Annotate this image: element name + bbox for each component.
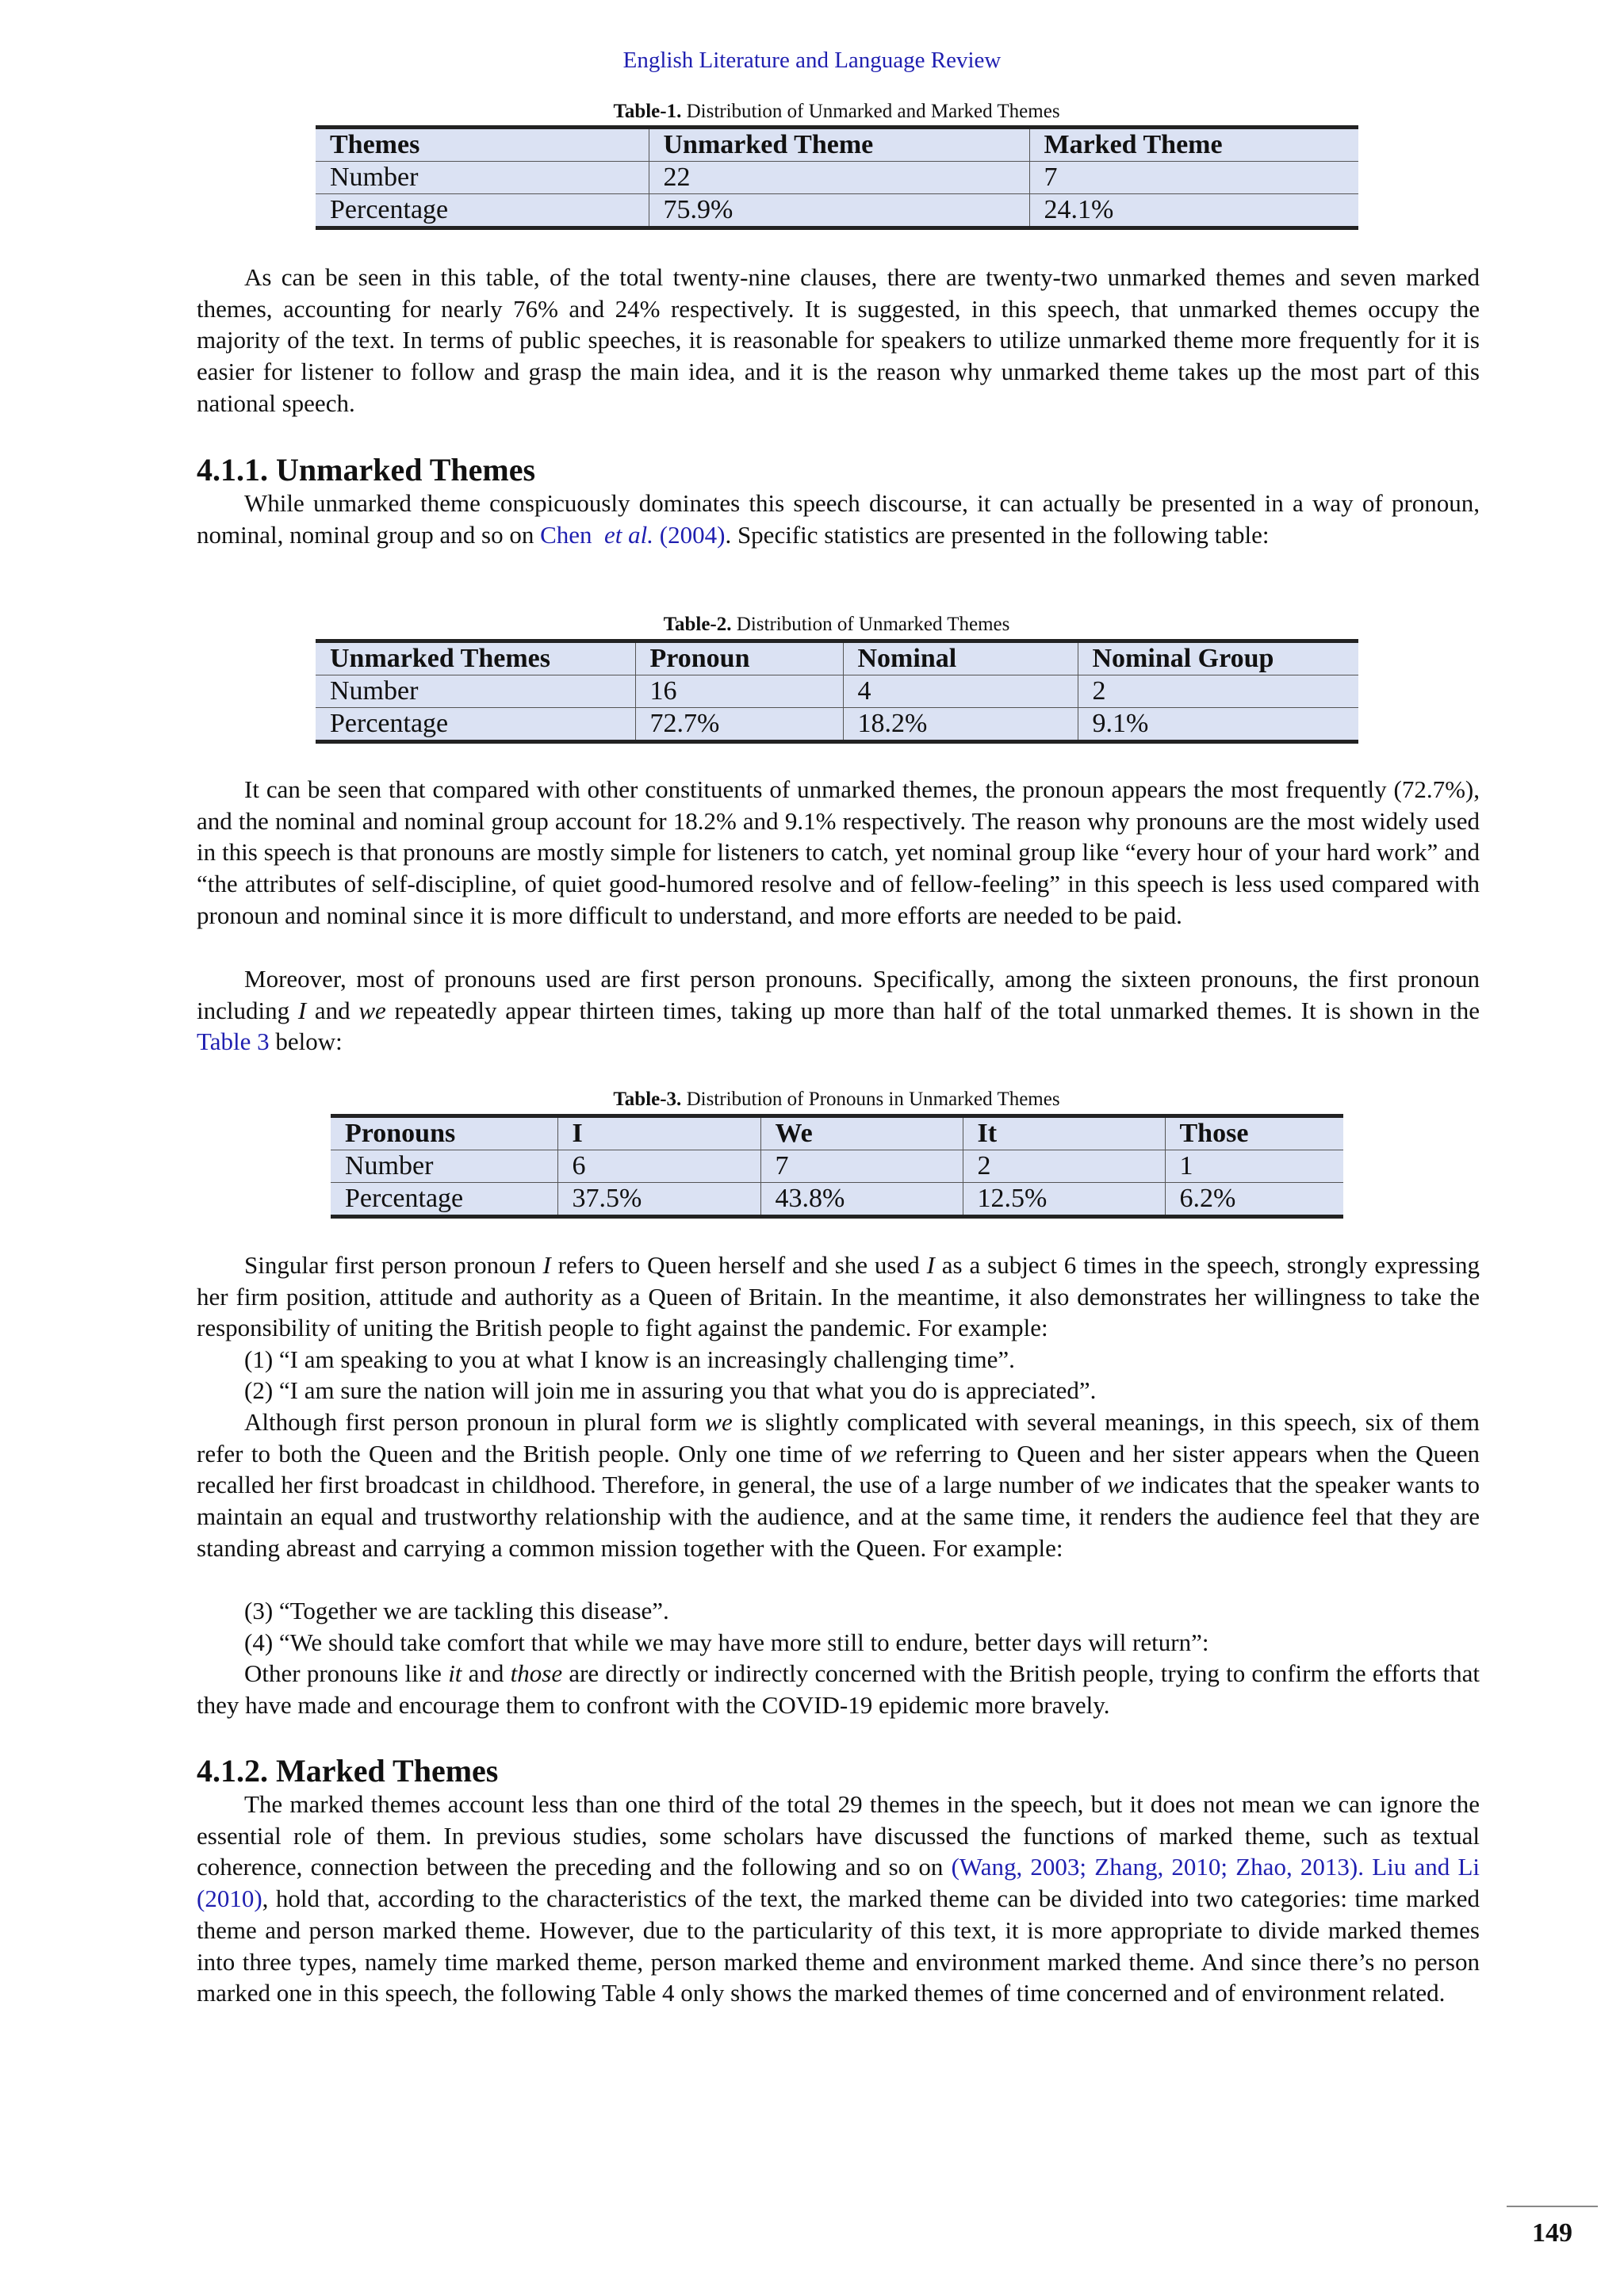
paragraph-text: and	[462, 1659, 511, 1687]
pronoun-we: we	[860, 1439, 887, 1468]
table-cell: Number	[331, 1150, 557, 1183]
table-1-caption	[0, 101, 1624, 123]
table-1	[316, 125, 1358, 230]
pronoun-we: we	[705, 1408, 733, 1436]
table-row	[331, 1183, 1343, 1217]
table-header-cell: Unmarked Themes	[316, 641, 635, 675]
table-3-caption-label: Table-3.	[613, 1089, 682, 1110]
paragraph-text: refers to Queen herself and she used	[550, 1251, 927, 1279]
example-3: (3) “Together we are tackling this disease”.	[244, 1597, 669, 1624]
example-1: (1) “I am speaking to you at what I know is an increasingly challenging time”.	[244, 1345, 1015, 1373]
paragraph-8	[197, 1789, 1480, 2009]
table-2-caption-text: Distribution of Unmarked Themes	[731, 614, 1010, 635]
section-heading-unmarked-themes: 4.1.1. Unmarked Themes	[197, 452, 536, 488]
table-cell: Number	[316, 162, 649, 194]
table-header-cell: Nominal Group	[1078, 641, 1358, 675]
paragraph-text: , hold that, according to the characteristics of the text, the marked theme can be divided into two categories: time marked theme and person marked theme. However, due to the particularity of this text, it is more appropriate to divide marked themes into three types, namely time marked theme, person marked theme and environment marked theme. And since there’s no person marked one in this speech, the following Table 4 only shows the marked themes of time concerned and of environment related.	[197, 1885, 1480, 2007]
paragraph-text: is slightly complicated with several meanings, in this speech, six of them refer to both the Queen and the British people. Only one time of	[197, 1408, 1480, 1468]
table-cell: 18.2%	[843, 708, 1078, 742]
table-row	[316, 708, 1358, 742]
table-cell: 72.7%	[635, 708, 843, 742]
paragraph-text: are directly or indirectly concerned with the British people, trying to confirm the efforts that they have made and encourage them to confront with the COVID-19 epidemic more bravely.	[197, 1659, 1480, 1719]
table-header-cell: Themes	[316, 128, 649, 162]
paragraph-text: Singular first person pronoun	[244, 1251, 543, 1279]
paragraph-3: It can be seen that compared with other constituents of unmarked themes, the pronoun appears the most frequently (72.7%), and the nominal and nominal group account for 18.2% and 9.1% respectively. The reason why pronouns are the most widely used in this speech is that pronouns are mostly simple for listeners to catch, yet nominal group like “every hour of your hard work” and “the attributes of self-discipline, of quiet good-humored resolve and of fellow-feeling” in this speech is less used compared with pronoun and nominal since it is more difficult to understand, and more efforts are needed to be paid.	[197, 775, 1480, 929]
table-header-cell: It	[963, 1116, 1165, 1150]
paragraph-7	[197, 1658, 1480, 1720]
table-header-cell: We	[760, 1116, 963, 1150]
table-cell: 22	[649, 162, 1029, 194]
table-row	[331, 1150, 1343, 1183]
table-row	[316, 194, 1358, 228]
table-3-caption-text: Distribution of Pronouns in Unmarked Themes	[681, 1089, 1060, 1110]
paragraph-text: . Specific statistics are presented in the following table:	[725, 520, 1270, 549]
table-cell: Percentage	[331, 1183, 557, 1217]
table-row	[316, 128, 1358, 162]
table-cell: 2	[963, 1150, 1165, 1183]
pronoun-it: it	[448, 1659, 462, 1687]
table-cell: 7	[1029, 162, 1358, 194]
table-cell: 9.1%	[1078, 708, 1358, 742]
table-header-cell: Unmarked Theme	[649, 128, 1029, 162]
pronoun-we: we	[1107, 1471, 1135, 1499]
table-header-cell: Nominal	[843, 641, 1078, 675]
paragraph-text: and	[306, 996, 359, 1024]
table-cell: 37.5%	[557, 1183, 760, 1217]
table-3-link[interactable]: Table 3	[197, 1027, 270, 1056]
table-2	[316, 639, 1358, 744]
table-row	[316, 641, 1358, 675]
table-cell: 43.8%	[760, 1183, 963, 1217]
example-2: (2) “I am sure the nation will join me in assuring you that what you do is appreciated”.	[244, 1376, 1097, 1404]
table-1-caption-text: Distribution of Unmarked and Marked Themes	[681, 101, 1060, 122]
pronoun-i: I	[542, 1251, 551, 1279]
table-2-caption	[0, 614, 1624, 636]
pronoun-we: we	[358, 996, 386, 1024]
table-header-cell: Marked Theme	[1029, 128, 1358, 162]
paragraph-1: As can be seen in this table, of the total twenty-nine clauses, there are twenty-two unmarked themes and seven marked themes, accounting for nearly 76% and 24% respectively. It is suggested, in this speech, that unmarked themes occupy the majority of the text. In terms of public speeches, it is reasonable for speakers to utilize unmarked theme more frequently for it is easier for listener to follow and grasp the main idea, and it is the reason why unmarked theme takes up the most part of this national speech.	[197, 263, 1480, 417]
example-4: (4) “We should take comfort that while we may have more still to endure, better days will return”:	[244, 1628, 1209, 1656]
table-row	[331, 1116, 1343, 1150]
paragraph-text: referring to Queen and her sister appears when the Queen recalled her first broadcast in childhood. Therefore, in general, the use of a large number of	[197, 1439, 1480, 1499]
paragraph-text: indicates that the speaker wants to maintain an equal and trustworthy relationship with the audience, and at the same time, it renders the audience feel that they are standing abreast and carrying a common mission together with the Queen. For example:	[197, 1471, 1480, 1562]
paragraph-text: as a subject 6 times in the speech, strongly expressing her firm position, attitude and authority as a Queen of Britain. In the meantime, it also demonstrates her willingness to take the responsibility of uniting the British people to fight against the pandemic. For example:	[197, 1251, 1480, 1342]
table-cell: 4	[843, 675, 1078, 708]
paragraph-4	[197, 963, 1480, 1058]
paragraph-text: below:	[269, 1027, 343, 1056]
table-cell: 7	[760, 1150, 963, 1183]
table-cell: 75.9%	[649, 194, 1029, 228]
paragraph-6	[197, 1406, 1480, 1564]
table-header-cell: Those	[1165, 1116, 1343, 1150]
paragraph-text: Other pronouns like	[244, 1659, 449, 1687]
table-row	[316, 162, 1358, 194]
table-cell: 12.5%	[963, 1183, 1165, 1217]
page-number: 149	[1532, 2218, 1572, 2248]
citation-link[interactable]: Chen	[540, 520, 592, 549]
pronoun-i: I	[926, 1251, 935, 1279]
citation-year: (2004)	[659, 520, 726, 549]
paragraph-text: Although first person pronoun in plural form	[244, 1408, 706, 1436]
citation-link[interactable]: Liu and Li (2010)	[197, 1853, 1480, 1913]
table-header-cell: I	[557, 1116, 760, 1150]
table-header-cell: Pronouns	[331, 1116, 557, 1150]
section-heading-marked-themes: 4.1.2. Marked Themes	[197, 1753, 499, 1789]
table-cell: 1	[1165, 1150, 1343, 1183]
table-1-caption-label: Table-1.	[613, 101, 682, 122]
citation-link[interactable]	[592, 521, 726, 549]
table-cell: 24.1%	[1029, 194, 1358, 228]
paragraph-text	[1364, 1853, 1372, 1881]
table-cell: Percentage	[316, 708, 635, 742]
page-number-rule	[1507, 2206, 1598, 2207]
table-2-caption-label: Table-2.	[663, 614, 732, 635]
table-cell: 16	[635, 675, 843, 708]
paragraph-5	[197, 1249, 1480, 1344]
table-3	[331, 1114, 1343, 1219]
table-cell: 6.2%	[1165, 1183, 1343, 1217]
paragraph-text: While unmarked theme conspicuously dominates this speech discourse, it can actually be presented in a way of pronoun, nominal, nominal group and so on	[197, 489, 1480, 549]
table-cell: Number	[316, 675, 635, 708]
table-cell: 6	[557, 1150, 760, 1183]
paragraph-text: repeatedly appear thirteen times, taking up more than half of the total unmarked themes. It is shown in the	[385, 996, 1480, 1024]
table-header-cell: Pronoun	[635, 641, 843, 675]
paragraph-text: Moreover, most of pronouns used are first person pronouns. Specifically, among the sixteen pronouns, the first pronoun including	[197, 965, 1480, 1024]
table-cell: 2	[1078, 675, 1358, 708]
running-head: English Literature and Language Review	[622, 48, 1002, 73]
pronoun-i: I	[297, 996, 307, 1024]
citation-link[interactable]: (Wang, 2003; Zhang, 2010; Zhao, 2013).	[951, 1853, 1364, 1881]
pronoun-those: those	[510, 1659, 563, 1687]
table-row	[316, 675, 1358, 708]
paragraph-2	[197, 488, 1480, 550]
table-3-caption	[0, 1089, 1624, 1111]
paragraph-text: The marked themes account less than one third of the total 29 themes in the speech, but it does not mean we can ignore the essential role of them. In previous studies, some scholars have discussed the functions of marked theme, such as textual coherence, connection between the preceding and the following and so on	[197, 1790, 1480, 1881]
table-cell: Percentage	[316, 194, 649, 228]
citation-etal: et al.	[604, 520, 654, 549]
